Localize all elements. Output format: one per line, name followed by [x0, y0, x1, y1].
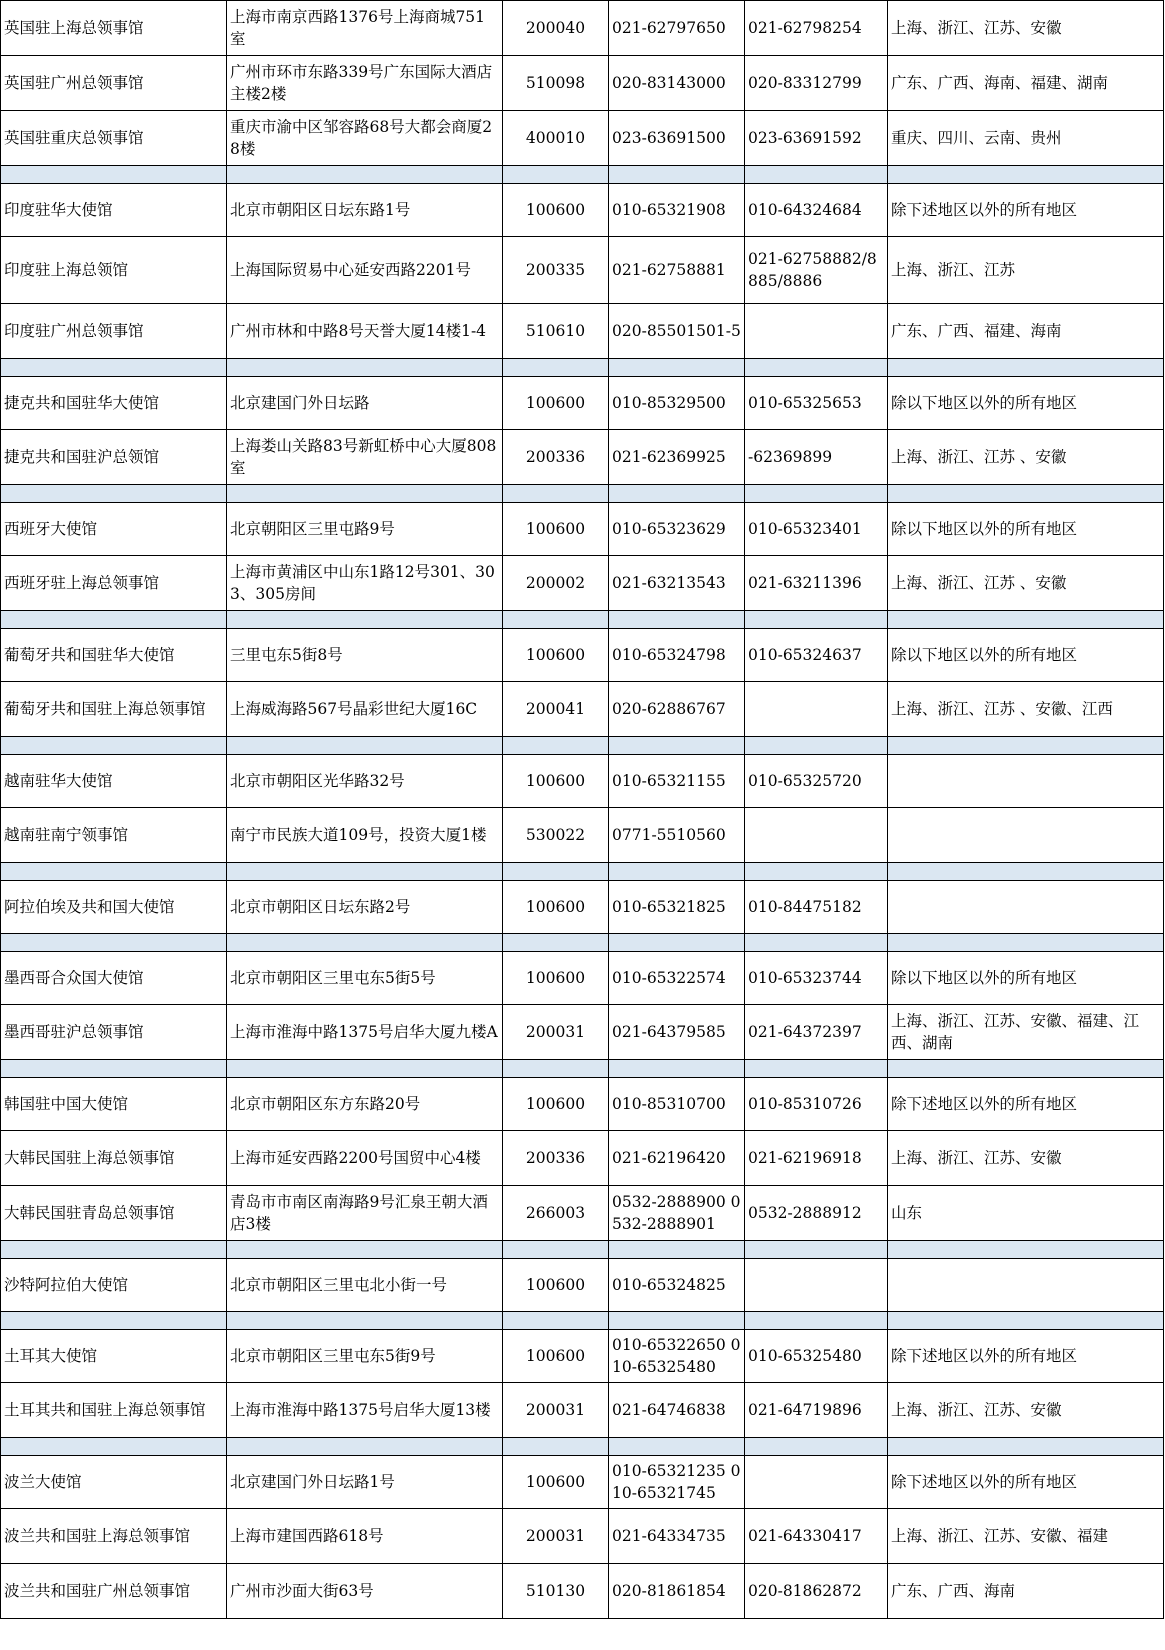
phone-cell: 021-62797650	[609, 1, 745, 56]
region-cell: 除下述地区以外的所有地区	[888, 1456, 1164, 1509]
separator-cell	[888, 359, 1164, 377]
table-row	[1, 1259, 1164, 1312]
separator-cell	[745, 1312, 888, 1330]
postcode-cell: 100600	[503, 881, 609, 934]
separator-cell	[227, 1060, 503, 1078]
postcode-cell: 100600	[503, 952, 609, 1005]
separator-cell	[1, 1438, 227, 1456]
fax-cell: 021-63211396	[745, 556, 888, 611]
region-cell: 除下述地区以外的所有地区	[888, 1330, 1164, 1383]
embassy-name-cell: 波兰共和国驻上海总领事馆	[1, 1509, 227, 1564]
separator-cell	[1, 1060, 227, 1078]
address-cell: 三里屯东5街8号	[227, 629, 503, 682]
separator-cell	[503, 863, 609, 881]
address-cell: 北京建国门外日坛路	[227, 377, 503, 430]
table-row	[1, 881, 1164, 934]
separator-row	[1, 1241, 1164, 1259]
region-cell: 上海、浙江、江苏、安徽、福建、江西、湖南	[888, 1005, 1164, 1060]
postcode-cell: 100600	[503, 503, 609, 556]
fax-cell: 021-64719896	[745, 1383, 888, 1438]
separator-cell	[609, 1312, 745, 1330]
phone-cell: 010-85310700	[609, 1078, 745, 1131]
table-row	[1, 237, 1164, 304]
separator-cell	[888, 1060, 1164, 1078]
separator-cell	[1, 166, 227, 184]
table-row	[1, 1078, 1164, 1131]
postcode-cell: 200031	[503, 1509, 609, 1564]
phone-cell: 0532-2888900 0532-2888901	[609, 1186, 745, 1241]
separator-cell	[888, 1241, 1164, 1259]
postcode-cell: 530022	[503, 808, 609, 863]
separator-cell	[745, 1438, 888, 1456]
region-cell: 上海、浙江、江苏、安徽	[888, 1, 1164, 56]
fax-cell: 010-65325653	[745, 377, 888, 430]
separator-cell	[888, 737, 1164, 755]
embassy-name-cell: 波兰大使馆	[1, 1456, 227, 1509]
separator-cell	[745, 934, 888, 952]
phone-cell: 021-64746838	[609, 1383, 745, 1438]
postcode-cell: 200040	[503, 1, 609, 56]
separator-cell	[503, 611, 609, 629]
address-cell: 北京市朝阳区日坛东路1号	[227, 184, 503, 237]
separator-cell	[609, 485, 745, 503]
region-cell: 除以下地区以外的所有地区	[888, 503, 1164, 556]
region-cell: 除以下地区以外的所有地区	[888, 629, 1164, 682]
embassy-name-cell: 大韩民国驻青岛总领事馆	[1, 1186, 227, 1241]
phone-cell: 021-62369925	[609, 430, 745, 485]
separator-row	[1, 611, 1164, 629]
table-row	[1, 184, 1164, 237]
separator-row	[1, 737, 1164, 755]
separator-cell	[1, 934, 227, 952]
phone-cell: 021-62758881	[609, 237, 745, 304]
region-cell: 重庆、四川、云南、贵州	[888, 111, 1164, 166]
separator-cell	[745, 359, 888, 377]
separator-cell	[227, 485, 503, 503]
separator-cell	[745, 485, 888, 503]
table-row	[1, 503, 1164, 556]
postcode-cell: 510098	[503, 56, 609, 111]
separator-cell	[609, 863, 745, 881]
phone-cell: 020-81861854	[609, 1564, 745, 1619]
region-cell	[888, 1259, 1164, 1312]
embassy-name-cell: 大韩民国驻上海总领事馆	[1, 1131, 227, 1186]
address-cell: 广州市林和中路8号天誉大厦14楼1-4	[227, 304, 503, 359]
separator-cell	[227, 1438, 503, 1456]
table-row	[1, 1564, 1164, 1619]
region-cell	[888, 808, 1164, 863]
postcode-cell: 100600	[503, 629, 609, 682]
separator-row	[1, 1312, 1164, 1330]
region-cell: 广东、广西、海南、福建、湖南	[888, 56, 1164, 111]
embassy-name-cell: 阿拉伯埃及共和国大使馆	[1, 881, 227, 934]
region-cell: 山东	[888, 1186, 1164, 1241]
address-cell: 青岛市市南区南海路9号汇泉王朝大酒店3楼	[227, 1186, 503, 1241]
postcode-cell: 400010	[503, 111, 609, 166]
separator-cell	[888, 166, 1164, 184]
table-row	[1, 377, 1164, 430]
postcode-cell: 100600	[503, 184, 609, 237]
fax-cell: 0532-2888912	[745, 1186, 888, 1241]
phone-cell: 010-65321235 010-65321745	[609, 1456, 745, 1509]
fax-cell: 010-65323401	[745, 503, 888, 556]
region-cell: 除下述地区以外的所有地区	[888, 1078, 1164, 1131]
embassy-name-cell: 土耳其大使馆	[1, 1330, 227, 1383]
region-cell: 除以下地区以外的所有地区	[888, 952, 1164, 1005]
phone-cell: 010-65322574	[609, 952, 745, 1005]
table-row	[1, 1330, 1164, 1383]
embassy-name-cell: 葡萄牙共和国驻华大使馆	[1, 629, 227, 682]
postcode-cell: 100600	[503, 377, 609, 430]
region-cell: 除以下地区以外的所有地区	[888, 377, 1164, 430]
address-cell: 南宁市民族大道109号，投资大厦1楼	[227, 808, 503, 863]
separator-cell	[503, 359, 609, 377]
region-cell: 上海、浙江、江苏 、安徽	[888, 430, 1164, 485]
separator-cell	[609, 1438, 745, 1456]
postcode-cell: 200336	[503, 1131, 609, 1186]
fax-cell	[745, 1456, 888, 1509]
separator-row	[1, 863, 1164, 881]
fax-cell: 010-65323744	[745, 952, 888, 1005]
phone-cell: 010-65322650 010-65325480	[609, 1330, 745, 1383]
separator-cell	[888, 863, 1164, 881]
fax-cell: 010-65325480	[745, 1330, 888, 1383]
address-cell: 北京市朝阳区三里屯北小街一号	[227, 1259, 503, 1312]
region-cell: 上海、浙江、江苏、安徽	[888, 1383, 1164, 1438]
postcode-cell: 200336	[503, 430, 609, 485]
region-cell: 除下述地区以外的所有地区	[888, 184, 1164, 237]
separator-cell	[888, 1438, 1164, 1456]
phone-cell: 020-83143000	[609, 56, 745, 111]
address-cell: 重庆市渝中区邹容路68号大都会商厦28楼	[227, 111, 503, 166]
address-cell: 北京市朝阳区三里屯东5街5号	[227, 952, 503, 1005]
table-row	[1, 304, 1164, 359]
address-cell: 北京市朝阳区三里屯东5街9号	[227, 1330, 503, 1383]
postcode-cell: 200031	[503, 1005, 609, 1060]
phone-cell: 021-63213543	[609, 556, 745, 611]
region-cell: 上海、浙江、江苏、安徽、福建	[888, 1509, 1164, 1564]
separator-cell	[1, 611, 227, 629]
fax-cell	[745, 304, 888, 359]
phone-cell: 010-65321908	[609, 184, 745, 237]
embassy-name-cell: 捷克共和国驻华大使馆	[1, 377, 227, 430]
separator-row	[1, 359, 1164, 377]
table-row	[1, 808, 1164, 863]
separator-row	[1, 934, 1164, 952]
table-row	[1, 556, 1164, 611]
embassy-name-cell: 捷克共和国驻沪总领馆	[1, 430, 227, 485]
postcode-cell: 200335	[503, 237, 609, 304]
separator-cell	[745, 737, 888, 755]
embassy-name-cell: 西班牙驻上海总领事馆	[1, 556, 227, 611]
table-row	[1, 430, 1164, 485]
embassy-name-cell: 越南驻南宁领事馆	[1, 808, 227, 863]
separator-cell	[1, 1312, 227, 1330]
separator-cell	[503, 166, 609, 184]
embassy-name-cell: 波兰共和国驻广州总领事馆	[1, 1564, 227, 1619]
separator-cell	[227, 863, 503, 881]
postcode-cell: 200031	[503, 1383, 609, 1438]
separator-cell	[503, 1312, 609, 1330]
separator-cell	[609, 359, 745, 377]
separator-cell	[609, 166, 745, 184]
fax-cell	[745, 682, 888, 737]
separator-cell	[1, 359, 227, 377]
embassy-name-cell: 葡萄牙共和国驻上海总领事馆	[1, 682, 227, 737]
fax-cell: 021-62758882/8885/8886	[745, 237, 888, 304]
phone-cell: 021-64334735	[609, 1509, 745, 1564]
postcode-cell: 100600	[503, 1330, 609, 1383]
separator-cell	[227, 1241, 503, 1259]
embassy-name-cell: 西班牙大使馆	[1, 503, 227, 556]
table-row	[1, 1383, 1164, 1438]
fax-cell: 021-64330417	[745, 1509, 888, 1564]
address-cell: 北京建国门外日坛路1号	[227, 1456, 503, 1509]
separator-cell	[609, 1241, 745, 1259]
address-cell: 北京市朝阳区光华路32号	[227, 755, 503, 808]
separator-cell	[1, 485, 227, 503]
phone-cell: 010-65324798	[609, 629, 745, 682]
separator-row	[1, 485, 1164, 503]
address-cell: 上海市淮海中路1375号启华大厦九楼A	[227, 1005, 503, 1060]
embassy-name-cell: 土耳其共和国驻上海总领事馆	[1, 1383, 227, 1438]
fax-cell: 010-65324637	[745, 629, 888, 682]
separator-cell	[888, 611, 1164, 629]
separator-cell	[503, 1060, 609, 1078]
embassy-name-cell: 印度驻华大使馆	[1, 184, 227, 237]
separator-cell	[745, 611, 888, 629]
fax-cell: 020-83312799	[745, 56, 888, 111]
address-cell: 上海市南京西路1376号上海商城751室	[227, 1, 503, 56]
embassy-name-cell: 墨西哥驻沪总领事馆	[1, 1005, 227, 1060]
address-cell: 上海市延安西路2200号国贸中心4楼	[227, 1131, 503, 1186]
phone-cell: 010-65321155	[609, 755, 745, 808]
table-row	[1, 629, 1164, 682]
address-cell: 上海市建国西路618号	[227, 1509, 503, 1564]
separator-cell	[609, 611, 745, 629]
postcode-cell: 200002	[503, 556, 609, 611]
separator-cell	[227, 359, 503, 377]
fax-cell: 021-62196918	[745, 1131, 888, 1186]
separator-cell	[745, 1060, 888, 1078]
table-row	[1, 1456, 1164, 1509]
phone-cell: 020-85501501-5	[609, 304, 745, 359]
address-cell: 广州市环市东路339号广东国际大酒店主楼2楼	[227, 56, 503, 111]
address-cell: 北京市朝阳区东方东路20号	[227, 1078, 503, 1131]
fax-cell: 020-81862872	[745, 1564, 888, 1619]
separator-cell	[227, 934, 503, 952]
fax-cell: 010-65325720	[745, 755, 888, 808]
embassy-name-cell: 英国驻上海总领事馆	[1, 1, 227, 56]
separator-cell	[888, 485, 1164, 503]
phone-cell: 020-62886767	[609, 682, 745, 737]
separator-cell	[227, 611, 503, 629]
table-row	[1, 111, 1164, 166]
table-body	[1, 1, 1164, 1619]
phone-cell: 0771-5510560	[609, 808, 745, 863]
region-cell: 广东、广西、海南	[888, 1564, 1164, 1619]
table-row	[1, 952, 1164, 1005]
region-cell: 上海、浙江、江苏	[888, 237, 1164, 304]
separator-row	[1, 1438, 1164, 1456]
region-cell	[888, 755, 1164, 808]
postcode-cell: 510130	[503, 1564, 609, 1619]
embassy-name-cell: 韩国驻中国大使馆	[1, 1078, 227, 1131]
separator-cell	[503, 934, 609, 952]
separator-cell	[745, 166, 888, 184]
embassy-name-cell: 越南驻华大使馆	[1, 755, 227, 808]
table-row	[1, 755, 1164, 808]
separator-cell	[503, 1438, 609, 1456]
separator-cell	[609, 934, 745, 952]
address-cell: 上海威海路567号晶彩世纪大厦16C	[227, 682, 503, 737]
separator-cell	[609, 737, 745, 755]
table-row	[1, 1, 1164, 56]
fax-cell: -62369899	[745, 430, 888, 485]
fax-cell: 021-62798254	[745, 1, 888, 56]
embassy-name-cell: 墨西哥合众国大使馆	[1, 952, 227, 1005]
postcode-cell: 100600	[503, 1259, 609, 1312]
region-cell: 上海、浙江、江苏 、安徽	[888, 556, 1164, 611]
separator-cell	[888, 934, 1164, 952]
separator-cell	[745, 863, 888, 881]
embassy-name-cell: 印度驻广州总领事馆	[1, 304, 227, 359]
embassy-name-cell: 沙特阿拉伯大使馆	[1, 1259, 227, 1312]
address-cell: 上海市黄浦区中山东1路12号301、303、305房间	[227, 556, 503, 611]
separator-cell	[227, 737, 503, 755]
fax-cell	[745, 1259, 888, 1312]
postcode-cell: 100600	[503, 755, 609, 808]
separator-cell	[888, 1312, 1164, 1330]
embassy-name-cell: 英国驻广州总领事馆	[1, 56, 227, 111]
fax-cell	[745, 808, 888, 863]
address-cell: 北京朝阳区三里屯路9号	[227, 503, 503, 556]
region-cell: 上海、浙江、江苏 、安徽、江西	[888, 682, 1164, 737]
postcode-cell: 200041	[503, 682, 609, 737]
embassy-name-cell: 英国驻重庆总领事馆	[1, 111, 227, 166]
separator-row	[1, 166, 1164, 184]
separator-cell	[1, 1241, 227, 1259]
table-row	[1, 56, 1164, 111]
phone-cell: 010-65321825	[609, 881, 745, 934]
phone-cell: 021-62196420	[609, 1131, 745, 1186]
embassy-name-cell: 印度驻上海总领馆	[1, 237, 227, 304]
table-row	[1, 1005, 1164, 1060]
separator-cell	[503, 737, 609, 755]
separator-cell	[745, 1241, 888, 1259]
region-cell: 广东、广西、福建、海南	[888, 304, 1164, 359]
separator-cell	[227, 1312, 503, 1330]
postcode-cell: 100600	[503, 1078, 609, 1131]
postcode-cell: 100600	[503, 1456, 609, 1509]
table-row	[1, 1131, 1164, 1186]
table-row	[1, 1509, 1164, 1564]
fax-cell: 023-63691592	[745, 111, 888, 166]
address-cell: 北京市朝阳区日坛东路2号	[227, 881, 503, 934]
phone-cell: 010-65323629	[609, 503, 745, 556]
phone-cell: 021-64379585	[609, 1005, 745, 1060]
separator-row	[1, 1060, 1164, 1078]
phone-cell: 023-63691500	[609, 111, 745, 166]
address-cell: 上海市淮海中路1375号启华大厦13楼	[227, 1383, 503, 1438]
separator-cell	[1, 863, 227, 881]
phone-cell: 010-85329500	[609, 377, 745, 430]
address-cell: 上海娄山关路83号新虹桥中心大厦808室	[227, 430, 503, 485]
address-cell: 上海国际贸易中心延安西路2201号	[227, 237, 503, 304]
fax-cell: 010-84475182	[745, 881, 888, 934]
fax-cell: 010-85310726	[745, 1078, 888, 1131]
table-row	[1, 1186, 1164, 1241]
postcode-cell: 266003	[503, 1186, 609, 1241]
separator-cell	[503, 1241, 609, 1259]
phone-cell: 010-65324825	[609, 1259, 745, 1312]
fax-cell: 010-64324684	[745, 184, 888, 237]
table-row	[1, 682, 1164, 737]
postcode-cell: 510610	[503, 304, 609, 359]
separator-cell	[1, 737, 227, 755]
address-cell: 广州市沙面大街63号	[227, 1564, 503, 1619]
region-cell	[888, 881, 1164, 934]
region-cell: 上海、浙江、江苏、安徽	[888, 1131, 1164, 1186]
fax-cell: 021-64372397	[745, 1005, 888, 1060]
separator-cell	[227, 166, 503, 184]
separator-cell	[609, 1060, 745, 1078]
separator-cell	[503, 485, 609, 503]
